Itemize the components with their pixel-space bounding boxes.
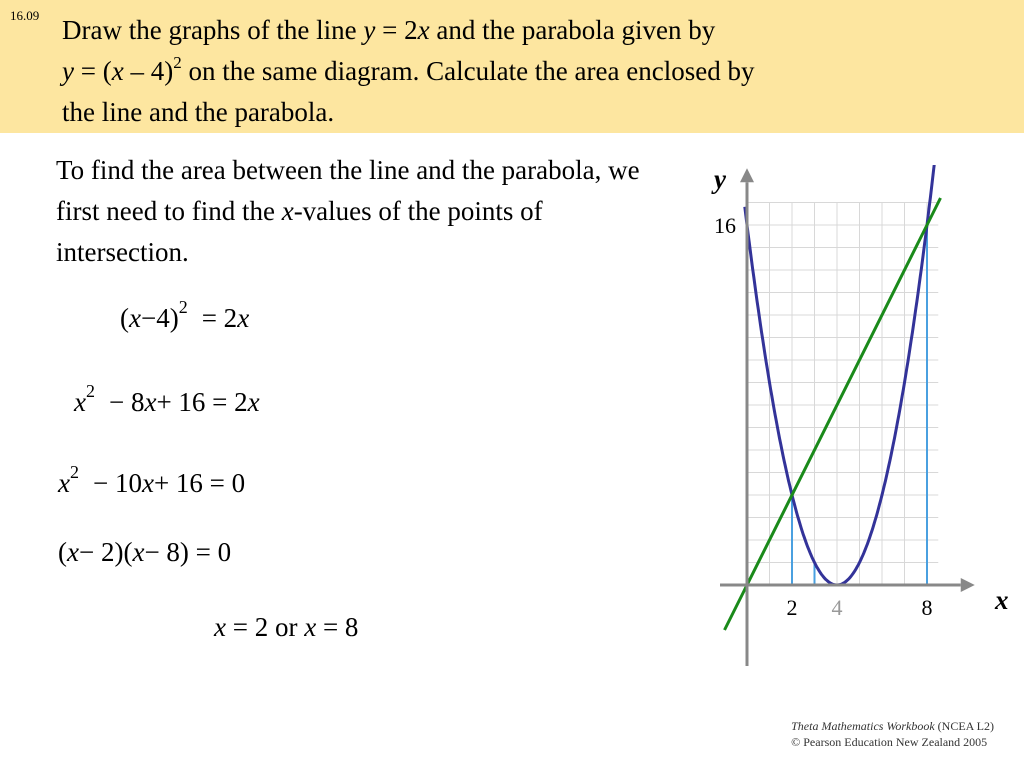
y-axis-arrowhead bbox=[740, 168, 754, 182]
equation-1: $(x-4)^2 = 2x$ bbox=[120, 297, 250, 333]
x-tick-4: 4 bbox=[831, 595, 843, 620]
y-tick-16: 16 bbox=[714, 213, 736, 238]
equation-4: (x− 2)(x− 8) = 0 bbox=[58, 537, 232, 567]
equation-5: x = 2 or x = 8 bbox=[214, 612, 359, 642]
question-text bbox=[62, 10, 1002, 133]
footer-book: Theta Mathematics Workbook (NCEA L2) bbox=[791, 719, 994, 733]
graph-diagram bbox=[700, 165, 1024, 675]
equation-3: $x^2 - 10x+ 16 = 0$ bbox=[58, 462, 246, 498]
x-tick-8: 8 bbox=[921, 595, 933, 620]
x-tick-2: 2 bbox=[786, 595, 798, 620]
x-axis-label: x bbox=[995, 585, 1009, 615]
y-axis-label: y bbox=[714, 165, 726, 194]
equation-2: $x^2 - 8x+ 16 = 2x$ bbox=[74, 381, 260, 417]
question-banner bbox=[0, 0, 1024, 133]
parabola-curve bbox=[745, 165, 937, 585]
question-line-3: the line and the parabola. bbox=[62, 97, 335, 127]
intro-paragraph: To find the area between the line and the parabola, we first need to find the x-values of the points of intersection. bbox=[56, 155, 640, 267]
line-y-2x bbox=[725, 198, 941, 630]
footer-credit bbox=[791, 718, 994, 750]
slide-number: 16.09 bbox=[10, 8, 40, 23]
x-axis-arrowhead bbox=[961, 578, 975, 592]
question-line-2: y = (x – 4)$^2$ on the same diagram. Calculate the area enclosed by bbox=[62, 53, 755, 86]
footer-copyright: © Pearson Education New Zealand 2005 bbox=[791, 735, 988, 749]
question-line-1: Draw the graphs of the line y = 2x and the parabola given by bbox=[62, 15, 716, 45]
